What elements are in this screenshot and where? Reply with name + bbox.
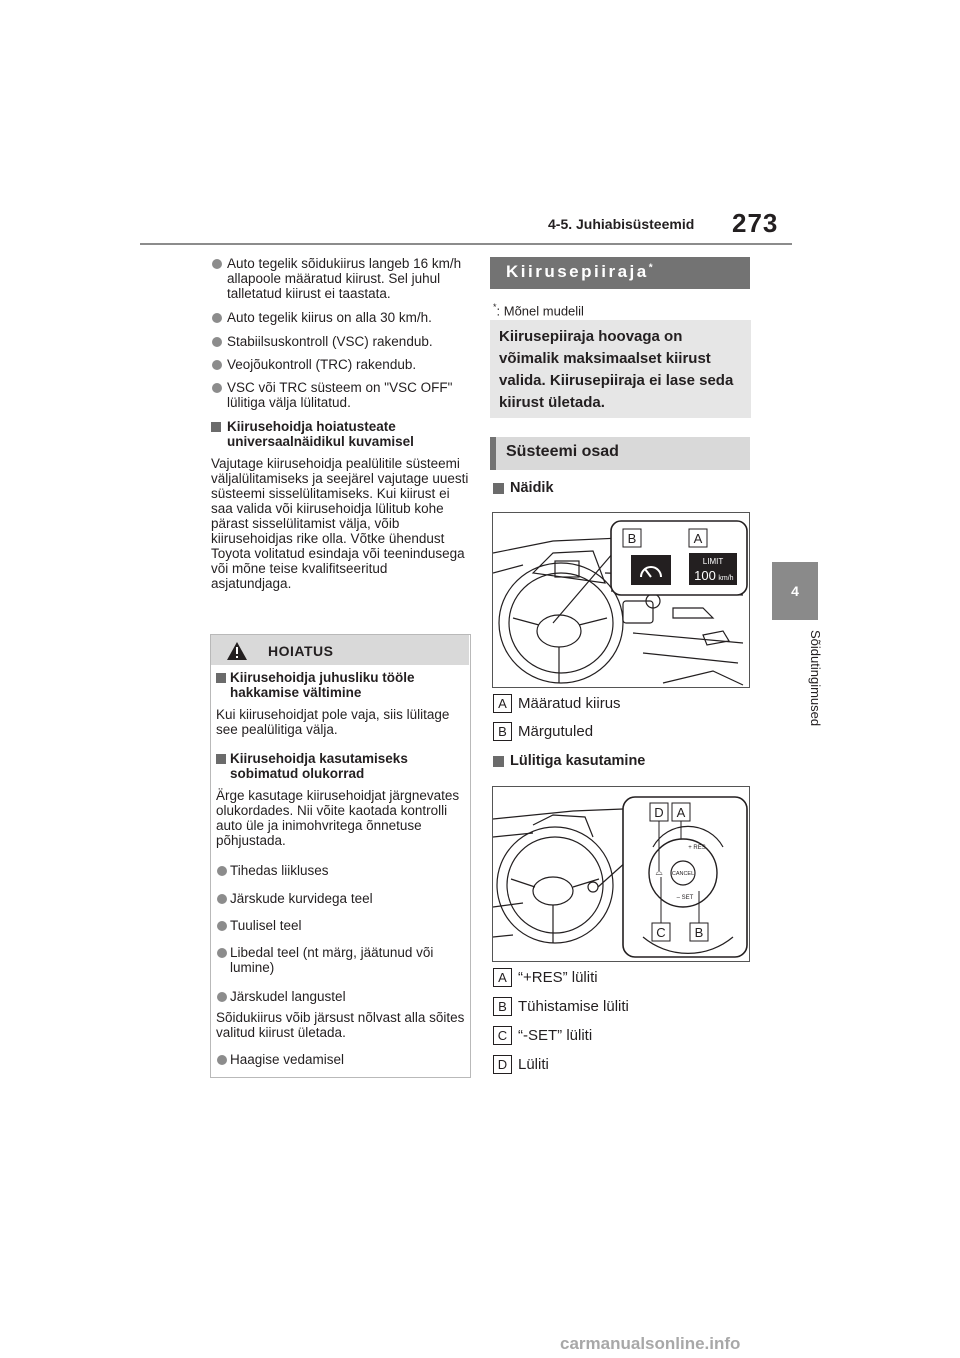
asterisk-mark: *: [493, 302, 497, 312]
lever-switch-illustration: [492, 786, 750, 962]
label-badge: A: [493, 968, 512, 987]
intro-text: Kiirusepiiraja hoovaga on võimalik maksimaalset kiirust valida. Kiirusepiiraja ei lase seda kiirust ületada.: [499, 328, 734, 411]
limit-speed: 100: [694, 568, 716, 583]
warning-list-item: Järskudel langustel: [216, 989, 476, 1004]
warning-list-item: Tuulisel teel: [216, 918, 476, 933]
section-title-speed-limiter: Kiirusepiiraja*: [506, 262, 656, 281]
section-title: 4-5. Juhiabisüsteemid: [548, 216, 695, 232]
warning-list-item: Libedal teel (nt märg, jäätunud või lumine): [216, 945, 476, 975]
bullet-item: Stabiilsuskontroll (VSC) rakendub.: [211, 334, 485, 349]
chapter-side-label: Sõidutingimused: [808, 630, 823, 727]
warning-paragraph: Kui kiirusehoidjat pole vaja, siis lülitage see pealülitiga välja.: [216, 707, 450, 737]
speedometer-icon: ⌓: [655, 868, 663, 878]
warning-list-item: Haagise vedamisel: [216, 1052, 476, 1067]
res-text: + RES: [688, 845, 706, 851]
heading-display: Näidik: [493, 480, 554, 496]
header-rule: [140, 243, 792, 245]
watermark: carmanualsonline.info: [560, 1334, 741, 1353]
limit-unit: km/h: [718, 575, 734, 582]
warning-heading: Kiirusehoidja juhusliku tööle hakkamise vältimine: [216, 670, 476, 700]
tag-text: D: [654, 805, 664, 820]
body-paragraph: Vajutage kiirusehoidja pealülitile süsteemi väljalülitamiseks ja seejärel vajutage uuesti süsteemi sisselülitamiseks. Kui kiirust ei saa valida või kiirusehoidja lülitub kohe pärast sisselülitamist välja, võib kiirusehoidjas rike olla. Võtke ühendust Toyota volitatud esindaja või teenindusega või mõne teise kvalifitseeritud asjatundjaga.: [211, 456, 469, 591]
label-badge: B: [493, 997, 512, 1016]
instrument-cluster-illustration: [492, 512, 750, 688]
asterisk-mark: *: [648, 262, 656, 274]
tag-text: B: [694, 925, 704, 940]
figure-label: D Lüliti: [493, 1055, 549, 1074]
figure-label: A “+RES” lüliti: [493, 968, 598, 987]
label-badge: C: [493, 1026, 512, 1045]
bullet-item: Auto tegelik kiirus on alla 30 km/h.: [211, 310, 485, 325]
warning-header: [211, 635, 469, 665]
warning-list-item: Järskude kurvidega teel: [216, 891, 476, 906]
subsection-title: Süsteemi osad: [506, 443, 619, 460]
figure-label: B Märgutuled: [493, 722, 593, 741]
limit-label: LIMIT: [702, 557, 724, 566]
figure-label: B Tühistamise lüliti: [493, 997, 629, 1016]
heading-switch: Lülitiga kasutamine: [493, 753, 645, 769]
warning-note: Sõidukiirus võib järsust nõlvast alla sõites valitud kiirust ületada.: [216, 1010, 465, 1040]
warning-title: HOIATUS: [268, 643, 334, 659]
tag-text: A: [676, 805, 686, 820]
bullet-item: Auto tegelik sõidukiirus langeb 16 km/h allapoole määratud kiirust. Sel juhul talletatud kiirust ei taastata.: [211, 256, 485, 301]
warning-triangle-icon: [226, 641, 248, 661]
tag-text: C: [656, 925, 666, 940]
tag-text: B: [627, 531, 637, 546]
label-badge: B: [493, 722, 512, 741]
chapter-tab: 4: [772, 562, 818, 620]
figure-label: A Määratud kiirus: [493, 694, 621, 713]
set-text: – SET: [676, 895, 694, 901]
figure-label: C “-SET” lüliti: [493, 1026, 592, 1045]
warning-list-item: Tihedas liikluses: [216, 863, 476, 878]
label-badge: A: [493, 694, 512, 713]
section-heading: Kiirusehoidja hoiatusteate universaalnäidikul kuvamisel: [211, 419, 485, 449]
cancel-text: CANCEL: [671, 871, 695, 877]
label-badge: D: [493, 1055, 512, 1074]
speedometer-indicator: [631, 555, 671, 585]
bullet-item: Veojõukontroll (TRC) rakendub.: [211, 357, 485, 372]
tag-text: A: [693, 531, 703, 546]
page-number: 273: [732, 208, 779, 238]
warning-heading: Kiirusehoidja kasutamiseks sobimatud olukorrad: [216, 751, 476, 781]
bullet-item: VSC või TRC süsteem on "VSC OFF" lülitiga välja lülitatud.: [211, 380, 485, 410]
warning-paragraph: Ärge kasutage kiirusehoidjat järgnevates olukordades. Nii võite kaotada kontrolli auto üle ja inimohvritega õnnetuse põhjustada.: [216, 788, 460, 848]
footnote: *: Mõnel mudelil: [493, 302, 584, 319]
